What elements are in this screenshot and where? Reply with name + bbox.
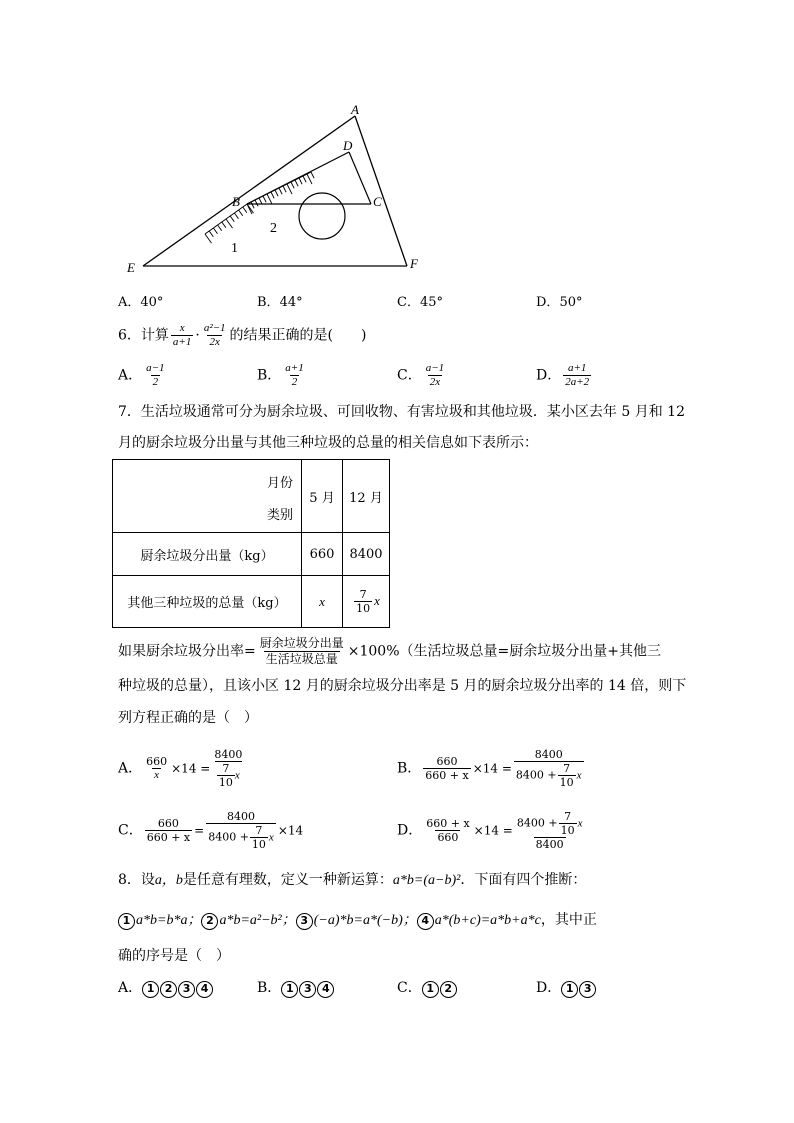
- ruler-tick: [230, 216, 234, 222]
- q7-table: [112, 459, 390, 628]
- row-other-dec: $\frac{7}{10}$ x: [343, 576, 390, 628]
- ruler-tick: [303, 176, 306, 182]
- q6-stem: 6．计算 $\frac{x}{a+1}$ · $\frac{\text{a²−1}}{2x}$ 的结果正确的是( ): [118, 322, 367, 348]
- ruler-tick: [247, 204, 252, 214]
- ruler-tick: [234, 213, 238, 219]
- header-category: 类别: [266, 508, 293, 523]
- mark-4-icon: 4: [417, 913, 434, 930]
- label-a: A: [351, 102, 359, 117]
- ruler-tick: [279, 188, 282, 194]
- row-other-label: 其他三种垃圾的总量（kg）: [113, 576, 302, 628]
- ruler-tick: [205, 234, 212, 243]
- q7-line-1: 7．生活垃圾通常可分为厨余垃圾、可回收物、有害垃圾和其他垃圾．某小区去年 5 月和 12: [118, 404, 685, 420]
- protractor-circle: [299, 193, 345, 239]
- label-angle-1: 1: [231, 241, 238, 256]
- ruler-tick: [307, 174, 312, 184]
- q7-line-2: 月的厨余垃圾分出量与其他三种垃圾的总量的相关信息如下表所示：: [118, 435, 538, 451]
- ruler-tick: [243, 207, 247, 213]
- q5-option-c[interactable]: C．45°: [397, 295, 443, 310]
- ruler-tick: [251, 202, 254, 208]
- ruler-tick: [239, 210, 243, 216]
- q6-option-b[interactable]: B． $\frac{a+1}{2}$: [257, 362, 304, 388]
- ruler-ticks: [205, 172, 314, 243]
- q8-option-a[interactable]: A． 1 2 3 4: [118, 978, 214, 998]
- q6-option-d[interactable]: D． $\frac{a+1}{2a+2}$: [536, 362, 590, 388]
- ruler-tick: [218, 225, 222, 231]
- row-kitchen-label: 厨余垃圾分出量（kg）: [113, 533, 302, 576]
- q6-option-c[interactable]: C． $\frac{a-1}{2x}$: [397, 362, 445, 388]
- ruler-tick: [283, 186, 286, 192]
- row-kitchen-dec: 8400: [343, 533, 390, 576]
- q5-option-a[interactable]: A．40°: [118, 295, 164, 310]
- q5-option-b[interactable]: B．44°: [257, 295, 303, 310]
- label-b: B: [232, 194, 240, 209]
- q7-option-c[interactable]: C． $\frac{660}{660 + x}$ = 8400 8400 + $\frac{7}{10}$ x ×14: [118, 810, 304, 851]
- ruler-tick: [291, 182, 294, 188]
- label-f: F: [410, 256, 418, 271]
- ruler-tick: [267, 194, 272, 204]
- ruler-tick: [275, 190, 278, 196]
- mark-3-icon: 3: [296, 913, 313, 930]
- header-month: 月份: [266, 476, 293, 491]
- ruler-tick: [295, 180, 298, 186]
- ruler-tick: [311, 172, 314, 178]
- q8-line-3: 确的序号是（ ）: [118, 948, 230, 964]
- q7-rate-line: 如果厨余垃圾分出率= $\frac{\text{厨余垃圾分出量}}{\text{生活垃圾总量}}$ ×100%（生活垃圾总量=厨余垃圾分出量+其他三: [118, 636, 661, 666]
- ruler-tick: [299, 178, 302, 184]
- q6-option-a[interactable]: A． $\frac{a-1}{2}$: [118, 362, 165, 388]
- label-d: D: [343, 138, 353, 153]
- label-e: E: [127, 260, 135, 275]
- header-may: 5 月: [302, 460, 343, 533]
- label-angle-2: 2: [270, 221, 277, 236]
- ruler-tick: [271, 192, 274, 198]
- edge-af: [355, 116, 407, 266]
- header-dec: 12 月: [343, 460, 390, 533]
- q7-option-a[interactable]: A． $\frac{660}{x}$ ×14 = 8400 $\frac{7}{10}$ x: [118, 748, 243, 789]
- label-c: C: [373, 194, 382, 209]
- q7-option-d[interactable]: D． $\frac{660 + x}{660}$ ×14 = 8400 + $\frac{7}{10}$ x 8400: [397, 810, 583, 851]
- q7-line-5: 列方程正确的是（ ）: [118, 710, 258, 726]
- mark-1-icon: 1: [118, 913, 135, 930]
- q8-option-b[interactable]: B． 1 3 4: [257, 978, 335, 998]
- edge-dc: [349, 152, 371, 204]
- triangle-ruler-figure: [115, 100, 425, 280]
- ruler-tick: [287, 184, 292, 194]
- mark-2-icon: 2: [201, 913, 218, 930]
- q7-option-b[interactable]: B． $\frac{660}{660 + x}$ ×14 = 8400 8400 + $\frac{7}{10}$ x: [397, 748, 582, 789]
- ruler-tick: [213, 228, 217, 234]
- q8-line-2: 1 a*b=b*a； 2 a*b=a²−b²； 3 (−a)*b=a*(−b)； 4 a*(b+c)=a*b+a*c，其中正: [118, 910, 597, 931]
- q8-line-1: 8．设a，b是任意有理数，定义一种新运算：a*b=(a−b)²．下面有四个推断：: [118, 872, 587, 888]
- row-kitchen-may: 660: [302, 533, 343, 576]
- row-other-may: x: [302, 576, 343, 628]
- table-header-diagonal: [113, 460, 302, 533]
- edge-ea: [143, 116, 355, 266]
- ruler-tick: [222, 222, 226, 228]
- ruler-tick: [209, 231, 213, 237]
- ruler-tick: [259, 198, 262, 204]
- q5-option-d[interactable]: D．50°: [536, 295, 583, 310]
- q7-line-4: 种垃圾的总量），且该小区 12 月的厨余垃圾分出率是 5 月的厨余垃圾分出率的 14 倍，则下: [118, 678, 687, 694]
- ruler-tick: [255, 200, 258, 206]
- ruler-tick: [226, 219, 233, 228]
- q8-option-c[interactable]: C． 1 2: [397, 978, 458, 998]
- ruler-tick: [263, 196, 266, 202]
- q8-option-d[interactable]: D． 1 3: [536, 978, 597, 998]
